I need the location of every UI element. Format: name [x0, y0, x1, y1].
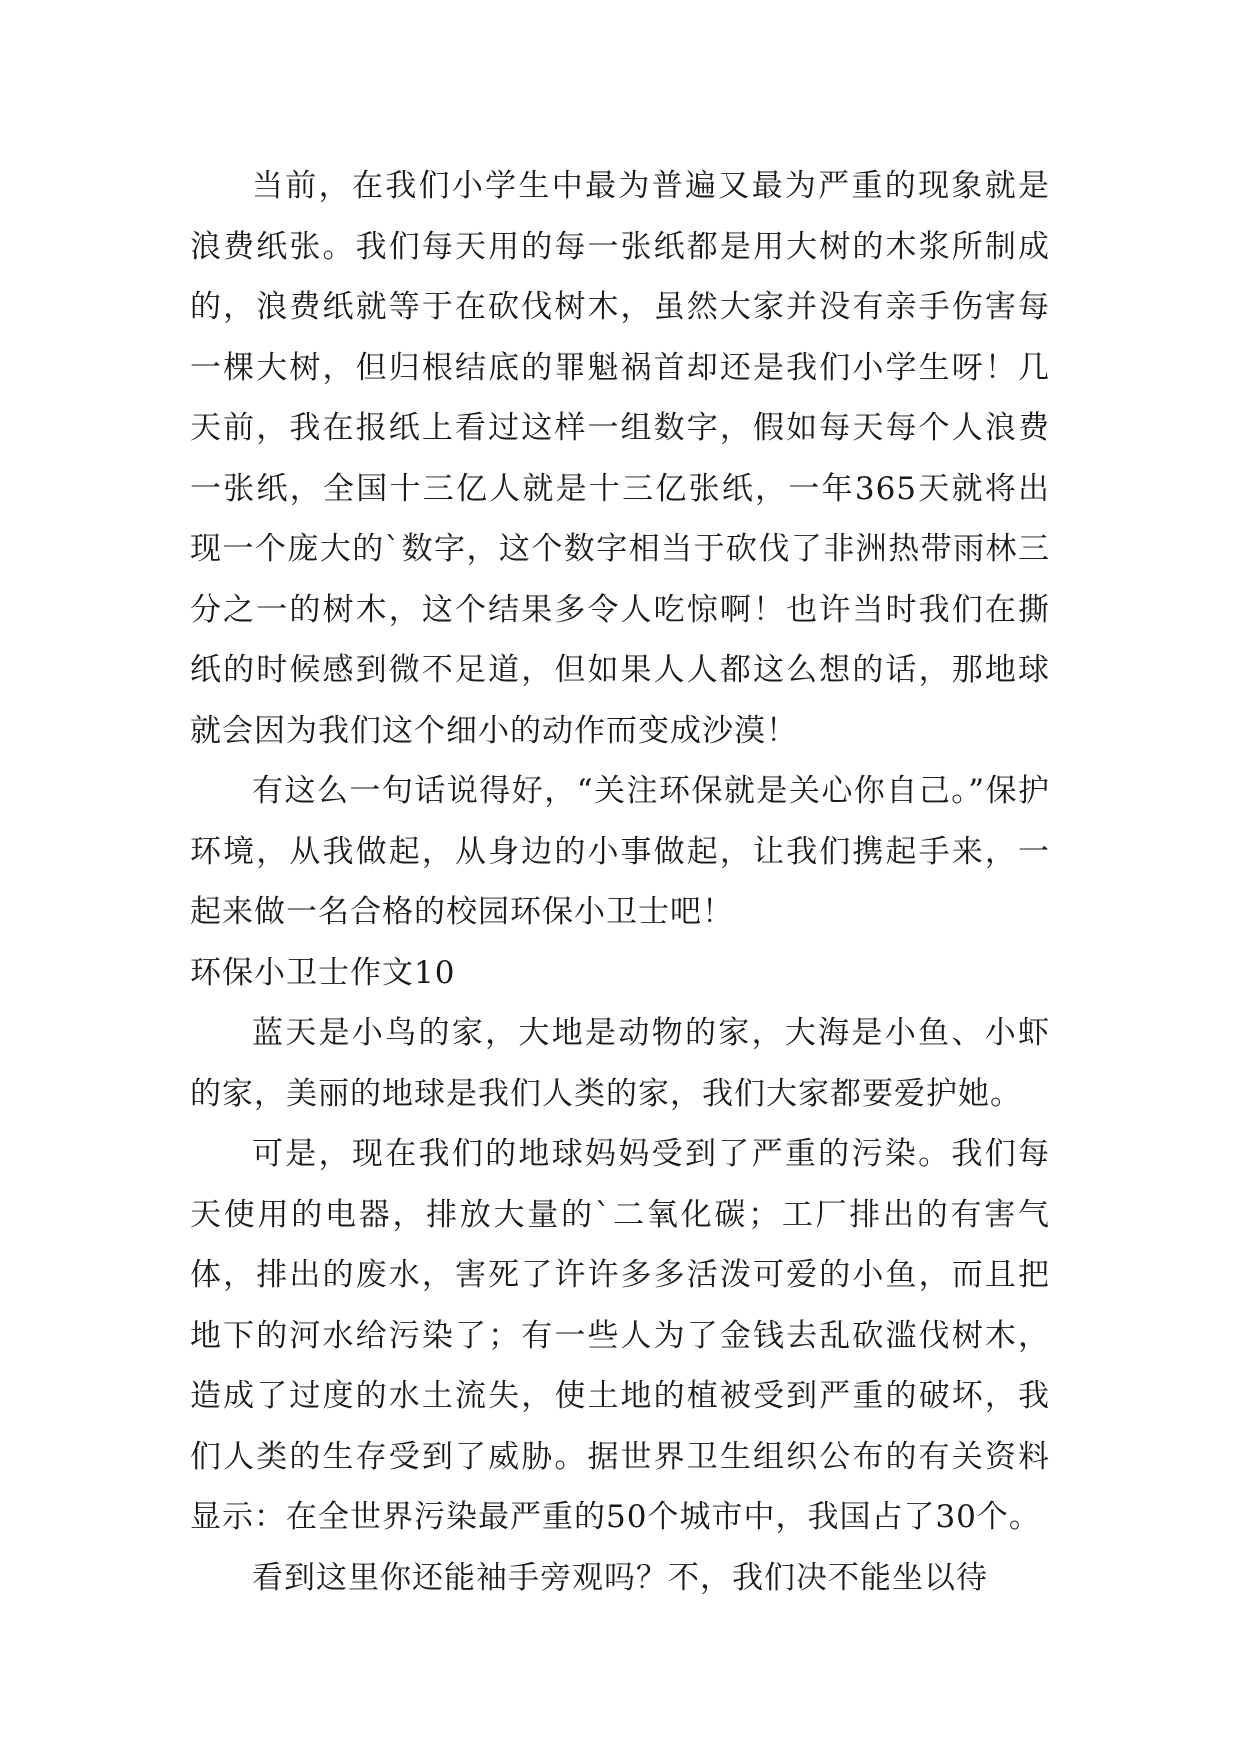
paragraph-earth-home: 蓝天是小鸟的家，大地是动物的家，大海是小鱼、小虾的家，美丽的地球是我们人类的家，我们大家都要爱护她。: [190, 1015, 1050, 1112]
paragraph-call-to-action: 看到这里你还能袖手旁观吗？不，我们决不能坐以待: [252, 1559, 988, 1596]
essay-heading: 环保小卫士作文10: [190, 954, 456, 991]
document-body: [190, 156, 1050, 1608]
paragraph-protect-environment: 有这么一句话说得好，“关注环保就是关心你自己。”保护环境，从我做起，从身边的小事做起，让我们携起手来，一起来做一名合格的校园环保小卫士吧！: [190, 773, 1050, 930]
paragraph-pollution: 可是，现在我们的地球妈妈受到了严重的污染。我们每天使用的电器，排放大量的`二氧化碳；工厂排出的有害气体，排出的废水，害死了许许多多活泼可爱的小鱼，而且把地下的河水给污染了；有一些人为了金钱去乱砍滥伐树木，造成了过度的水土流失，使土地的植被受到严重的破坏，我们人类的生存受到了威胁。据世界卫生组织公布的有关资料显示：在全世界污染最严重的50个城市中，我国占了30个。: [190, 1136, 1050, 1535]
paragraph-waste-paper: 当前，在我们小学生中最为普遍又最为严重的现象就是浪费纸张。我们每天用的每一张纸都是用大树的木浆所制成的，浪费纸就等于在砍伐树木，虽然大家并没有亲手伤害每一棵大树，但归根结底的罪魁祸首却还是我们小学生呀！几天前，我在报纸上看过这样一组数字，假如每天每个人浪费一张纸，全国十三亿人就是十三亿张纸，一年365天就将出现一个庞大的`数字，这个数字相当于砍伐了非洲热带雨林三分之一的树木，这个结果多令人吃惊啊！也许当时我们在撕纸的时候感到微不足道，但如果人人都这么想的话，那地球就会因为我们这个细小的动作而变成沙漠！: [190, 168, 1050, 749]
